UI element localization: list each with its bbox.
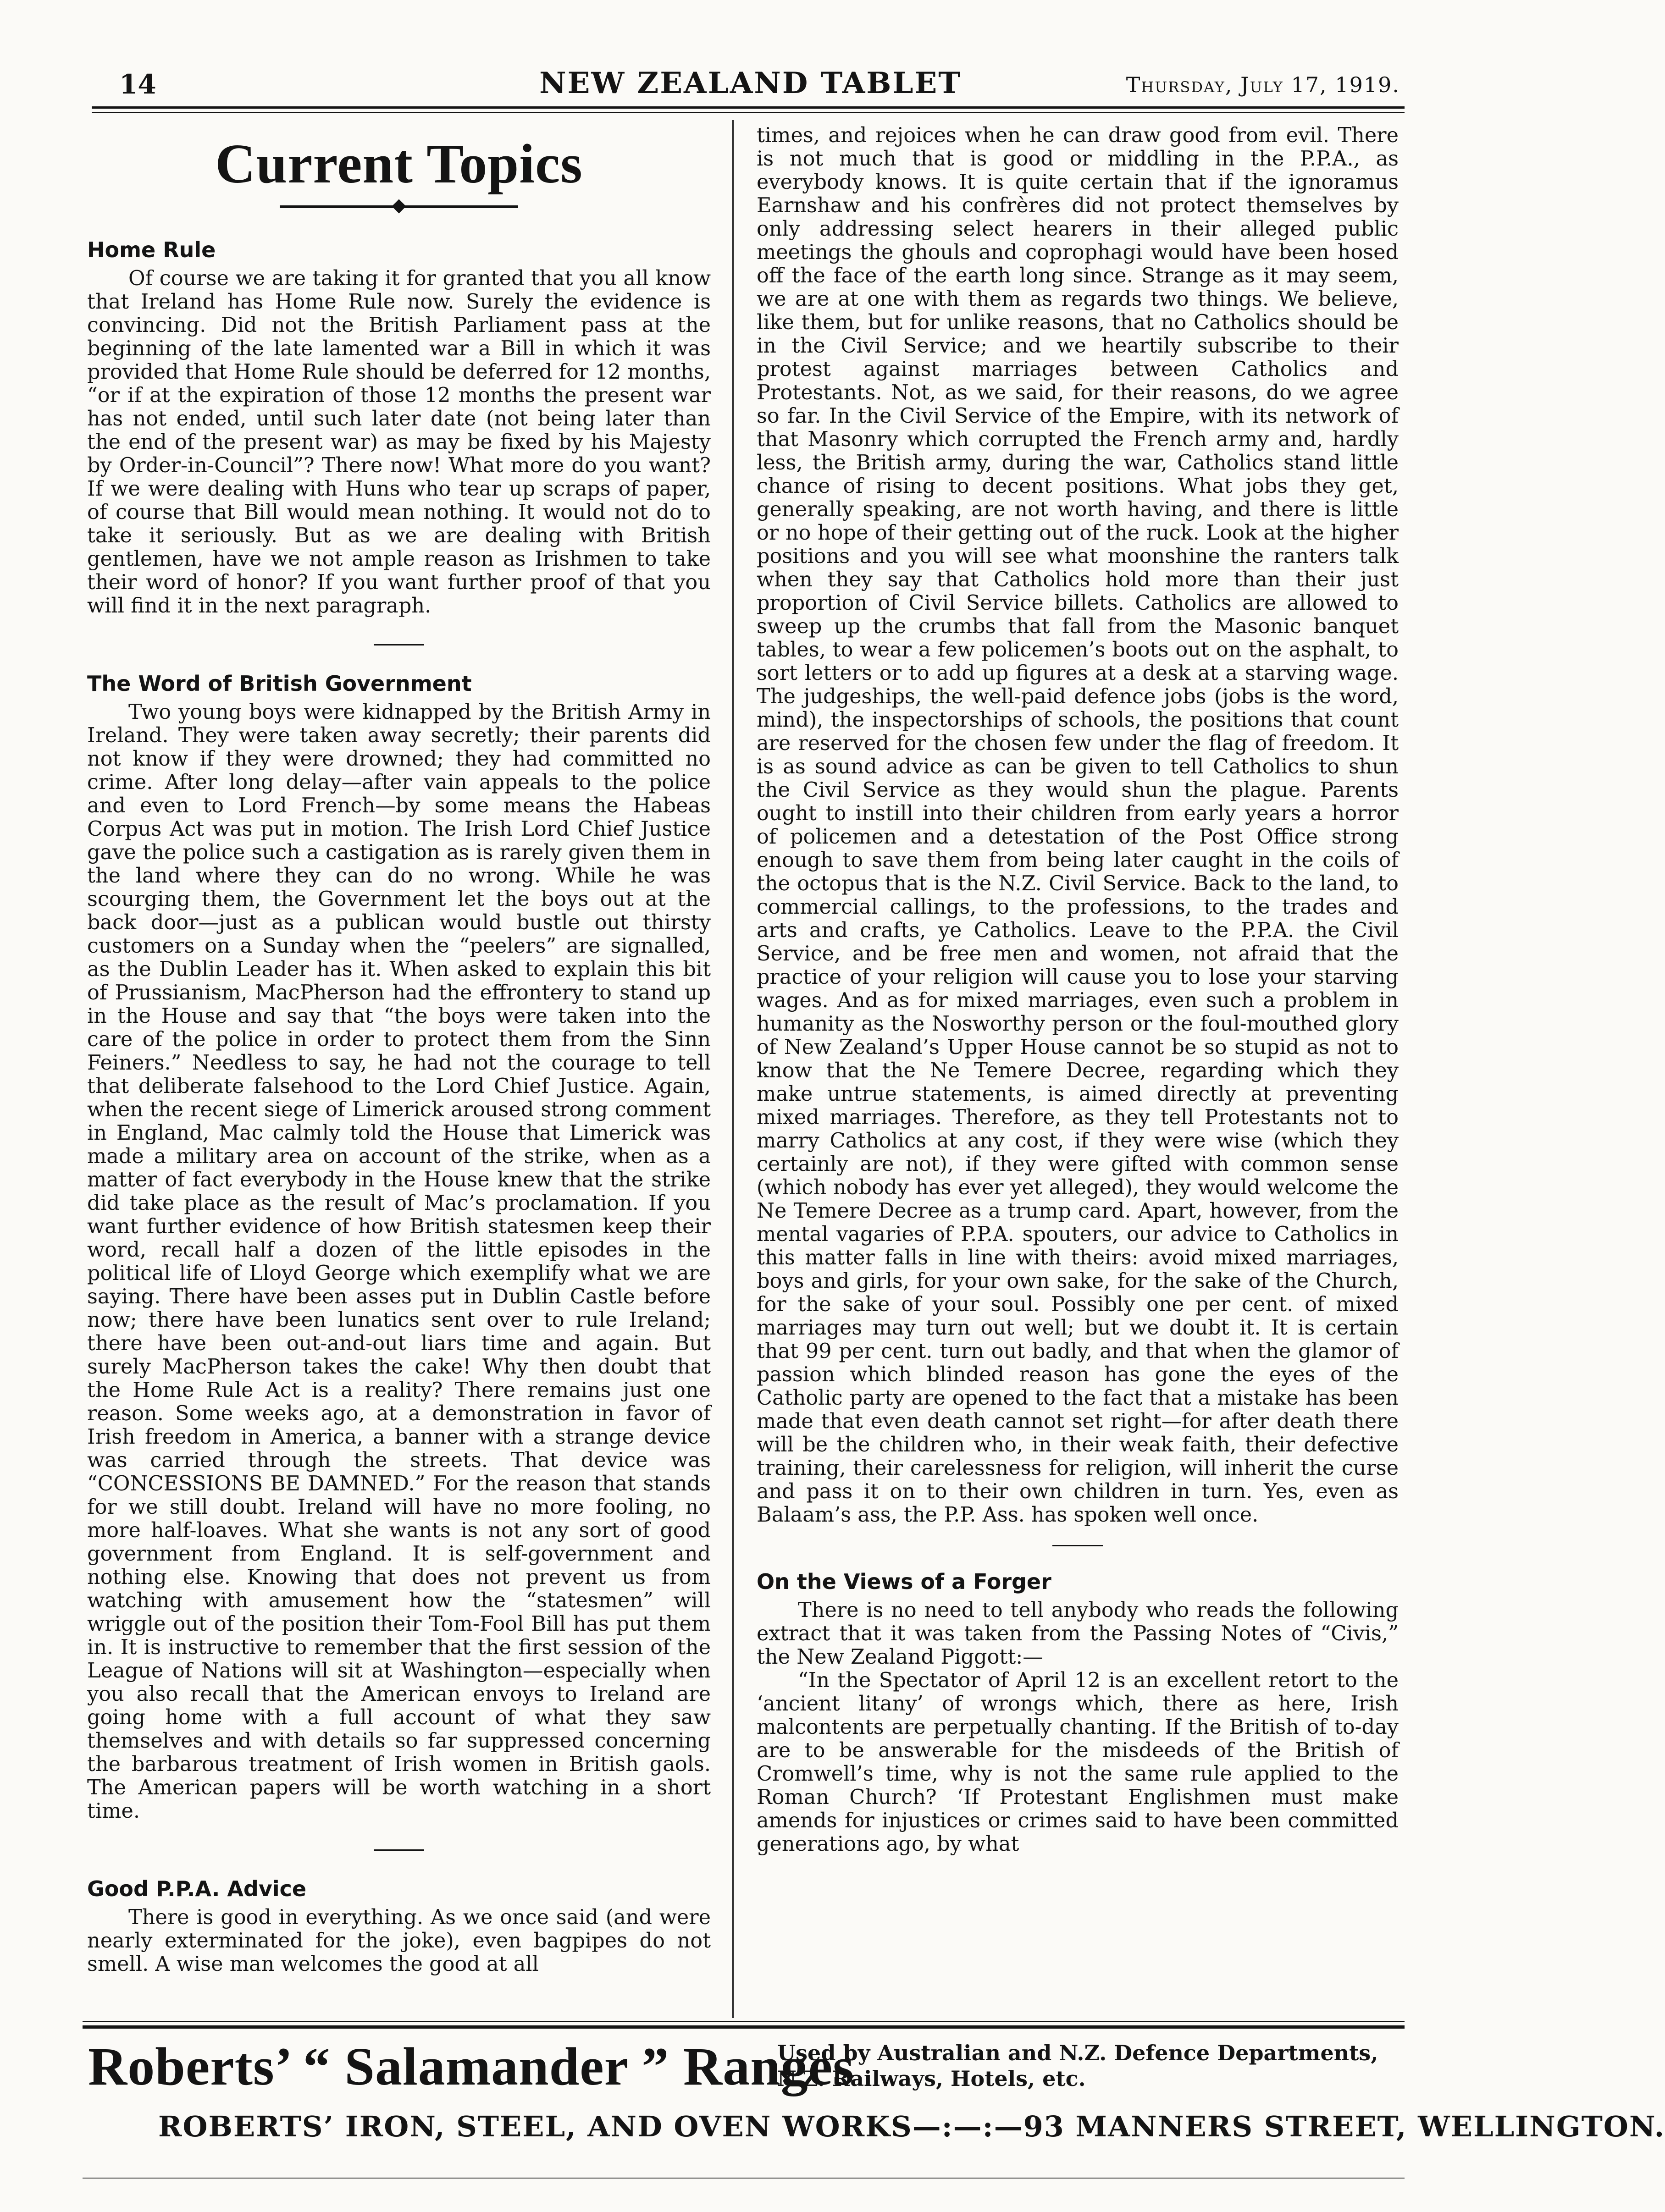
section-title: Current Topics [215, 133, 583, 195]
article-separator [374, 1849, 424, 1851]
ppa-advice-body-continued: times, and rejoices when he can draw good from evil. There is not much that is good or middling in the P.P.A., as everybody knows. It is quite certain that if the ignoramus Earnshaw and his confrères did not protect themselves by only addressing select hearers in their alleged public meetings the ghouls and coprophagi would have been hosed off the face of the earth long since. Strange as it may seem, we are at one with them as regards two things. We believe, like them, but for unlike reasons, that no Catholics should be in the Civil Service; and we heartily subscribe to their protest against marriages between Catholics and Protestants. Not, as we said, for their reasons, do we agree so far. In the Civil Service of the Empire, with its network of that Masonry which corrupted the French army and, hardly less, the British army, during the war, Catholics stand little chance of rising to decent positions. What jobs they get, generally speaking, are not worth having, and there is little or no hope of their getting out of the ruck. Look at the higher positions and you will see what moonshine the ranters talk when they say that Catholics hold more than their just proportion of Civil Service billets. Catholics are allowed to sweep up the crumbs that fall from the Masonic banquet tables, to wear a few policemen’s boots out on the asphalt, to sort letters or to add up figures at a desk at a starving wage. The judgeships, the well-paid defence jobs (jobs is the word, mind), the inspectorships of schools, the positions that count are reserved for the chosen few under the flag of freedom. It is as sound advice as can be given to tell Catholics to shun the Civil Service as they would shun the plague. Parents ought to instill into their children from early years a horror of policemen and a detestation of the Post Office strong enough to save them from being later caught in the coils of the octopus that is the N.Z. Civil Service. Back to the land, to commercial callings, to the professions, to the trades and arts and crafts, ye Catholics. Leave to the P.P.A. the Civil Service, and be free men and women, not afraid that the practice of your religion will cause you to lose your starving wages. And as for mixed marriages, even such a problem in humanity as the Nosworthy person or the foul-mouthed glory of New Zealand’s Upper House cannot be so stupid as not to know that the Ne Temere Decree, regarding which they make untrue statements, is aimed directly at preventing mixed marriages. Therefore, as they tell Protestants not to marry Catholics at any cost, if they were wise (which they certainly are not), if they were gifted with common sense (which nobody has ever yet alleged), they would welcome the Ne Temere Decree as a trump card. Apart, however, from the mental vagaries of P.P.A. spouters, our advice to Catholics in this matter falls in line with theirs: avoid mixed marriages, boys and girls, for your own sake, for the sake of the Church, for the sake of your soul. Possibly one per cent. of mixed marriages may turn out well; but we doubt it. It is certain that 99 per cent. turn out badly, and that when the glamor of passion which blinded reason has gone the eyes of the Catholic party are opened to the fact that a mistake has been made that even death cannot set right—for after death there will be the children who, in their weak faith, their defective training, their carelessness for religion, will inherit the curse and pass it on to their own children in turn. Yes, even as Balaam’s ass, the P.P. Ass. has spoken well once. [757, 123, 1399, 1527]
advert-brand: Roberts’ “ Salamander ” Ranges [88, 2036, 855, 2096]
advert-rule [83, 2021, 1405, 2022]
issue-date: Thursday, July 17, 1919. [1126, 72, 1400, 97]
header-rule [92, 106, 1405, 109]
right-column [757, 124, 1399, 2008]
left-column [87, 124, 711, 2008]
page-header [92, 66, 1409, 105]
advertisement [83, 2035, 1665, 2173]
page-number: 14 [119, 69, 156, 100]
article-separator [1052, 1545, 1103, 1546]
article-separator [374, 644, 424, 645]
ppa-advice-body-start: There is good in everything. As we once said (and were nearly exterminated for the joke), even bagpipes do not smell. A wise man welcomes the good at all [87, 1905, 711, 1976]
forger-body-intro: There is no need to tell anybody who reads the following extract that it was taken from the Passing Notes of “Civis,” the New Zealand Piggott:— [757, 1598, 1399, 1669]
forger-heading: On the Views of a Forger [757, 1569, 1051, 1594]
header-rule-thin [92, 112, 1405, 113]
home-rule-heading: Home Rule [87, 237, 216, 262]
advert-works-address: ROBERTS’ IRON, STEEL, AND OVEN WORKS—:—:—93 MANNERS STREET, WELLINGTON. [158, 2110, 1665, 2143]
advert-rule-thick [83, 2025, 1405, 2029]
british-government-body: Two young boys were kidnapped by the British Army in Ireland. They were taken away secretly; their parents did not know if they were drowned; they had committed no crime. After long delay—after vain appeals to the police and even to Lord French—by some means the Habeas Corpus Act was put in motion. The Irish Lord Chief Justice gave the police such a castigation as is rarely given them in the land where they can do no wrong. While he was scourging them, the Government let the boys out at the back door—just as a publican would bustle out thirsty customers on a Sunday when the “peelers” are signalled, as the Dublin Leader has it. When asked to explain this bit of Prussianism, MacPherson had the effrontery to stand up in the House and say that “the boys were taken into the care of the police in order to protect them from the Sinn Feiners.” Needless to say, he had not the courage to tell that deliberate falsehood to the Lord Chief Justice. Again, when the recent siege of Limerick aroused strong comment in England, Mac calmly told the House that Limerick was made a military area on account of the strike, when as a matter of fact everybody in the House knew that the strike did take place as the result of Mac’s proclamation. If you want further evidence of how British statesmen keep their word, recall half a dozen of the little episodes in the political life of Lloyd George which exemplify what we are saying. There have been asses put in Dublin Castle before now; there have been lunatics sent over to rule Ireland; there have been out-and-out liars time and again. But surely MacPherson takes the cake! Why then doubt that the Home Rule Act is a reality? There remains just one reason. Some weeks ago, at a demonstration in favor of Irish freedom in America, a banner with a strange device was carried through the streets. That device was “CONCESSIONS BE DAMNED.” For the reason that stands for we still doubt. Ireland will have no more fooling, no more half-loaves. What she wants is not any sort of good government from England. It is self-government and nothing else. Knowing that does not prevent us from watching with amusement how the “statesmen” will wriggle out of the position their Tom-Fool Bill has put them in. It is instructive to remember that the first session of the League of Nations will sit at Washington—especially when you also recall that the American envoys to Ireland are going home with a full account of what they saw themselves and with details so far suppressed concerning the barbarous treatment of Irish women in British gaols. The American papers will be worth watching in a short time. [87, 700, 711, 1823]
masthead-title: NEW ZEALAND TABLET [539, 66, 962, 100]
title-ornament-rule [280, 205, 518, 208]
forger-body-quote: “In the Spectator of April 12 is an excellent retort to the ‘ancient litany’ of wrongs which, there as here, Irish malcontents are perpetually chanting. If the British of to-day are to be answerable for the misdeeds of the British of Cromwell’s time, why is not the same rule applied to the Roman Church? ‘If Protestant Englishmen must make amends for injustices or crimes said to have been committed generations ago, by what [757, 1668, 1399, 1856]
column-divider [732, 120, 734, 2018]
advert-used-by: Used by Australian and N.Z. Defence Departments, N.Z. Railways, Hotels, etc. [777, 2041, 1378, 2091]
home-rule-body: Of course we are taking it for granted that you all know that Ireland has Home Rule now. Surely the evidence is convincing. Did not the British Parliament pass at the beginning of the late lamented war a Bill in which it was provided that Home Rule should be deferred for 12 months, “or if at the expiration of those 12 months the present war has not ended, until such later date (not being later than the end of the present war) as may be fixed by his Majesty by Order-in-Council”? There now! What more do you want? If we were dealing with Huns who tear up scraps of paper, of course that Bill would mean nothing. It would not do to take it seriously. But as we are dealing with British gentlemen, have we not ample reason as Irishmen to take their word of honor? If you want further proof of that you will find it in the next paragraph. [87, 266, 711, 618]
british-government-heading: The Word of British Government [87, 671, 472, 696]
bottom-rule [83, 2178, 1405, 2179]
ppa-advice-heading: Good P.P.A. Advice [87, 1876, 307, 1901]
